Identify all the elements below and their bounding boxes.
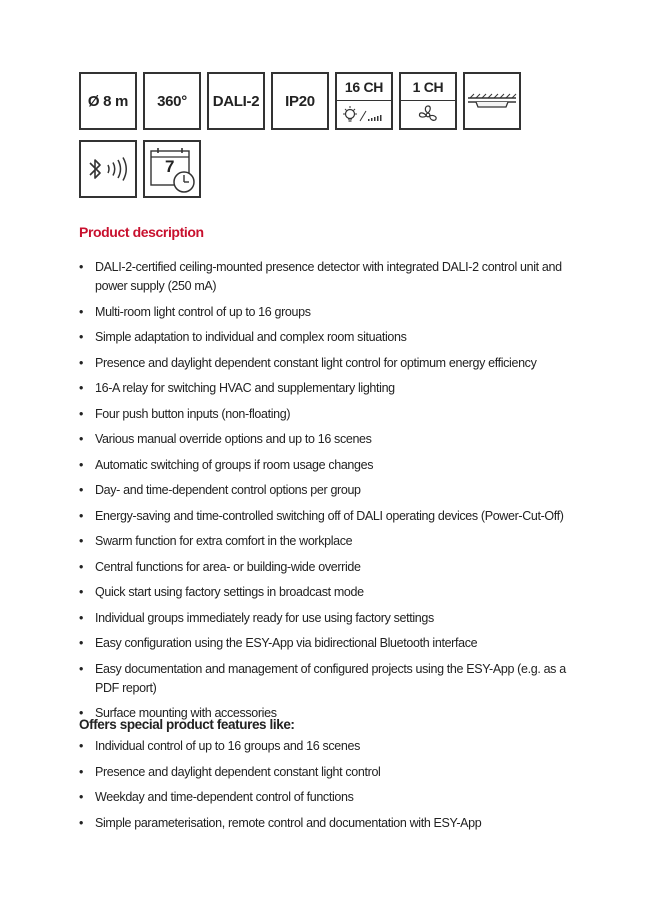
list-item: • Day- and time-dependent control options per group [79,481,589,500]
features-list [79,258,589,730]
range-8m-icon [79,72,137,130]
hvac-channels-label: 1 CH [401,74,455,101]
list-item: • Easy documentation and management of configured projects using the ESY-App (e.g. as a PDF report) [79,660,589,698]
lightbulb-dimmer-icon [340,101,388,128]
angle-360-icon [143,72,201,130]
range-label: Ø 8 m [87,92,129,110]
list-item: • Simple parameterisation, remote control and documentation with ESY-App [79,814,589,833]
ceiling-mount-icon [463,72,521,130]
list-item: • Surface mounting with accessories [79,704,589,723]
list-item: • Various manual override options and up to 16 scenes [79,430,589,449]
bluetooth-icon [79,140,137,198]
weekday-timer-icon [143,140,201,198]
fan-icon [414,101,442,128]
list-item: • Central functions for area- or building-wide override [79,558,589,577]
angle-label: 360° [157,92,187,110]
dali2-icon [207,72,265,130]
list-item: • Individual control of up to 16 groups and 16 scenes [79,737,589,756]
feature-icons-row-2 [79,140,201,198]
feature-icons-row-1 [79,72,521,130]
special-features-heading: Offers special product features like: [79,717,295,732]
hvac-1ch-icon [399,72,457,130]
list-item: • Presence and daylight dependent constant light control for optimum energy efficiency [79,354,589,373]
list-item: • Energy-saving and time-controlled switching off of DALI operating devices (Power-Cut-Off) [79,507,589,526]
ip-label: IP20 [285,92,315,110]
list-item: • Quick start using factory settings in broadcast mode [79,583,589,602]
list-item: • Four push button inputs (non-floating) [79,405,589,424]
list-item: • Presence and daylight dependent constant light control [79,763,589,782]
list-item: • Automatic switching of groups if room usage changes [79,456,589,475]
product-description-heading: Product description [79,224,204,240]
list-item: • Individual groups immediately ready for use using factory settings [79,609,589,628]
list-item: • Weekday and time-dependent control of functions [79,788,589,807]
light-16ch-icon [335,72,393,130]
special-features-list [79,737,589,839]
weekday-count-label: 7 [165,157,175,176]
list-item: • 16-A relay for switching HVAC and supplementary lighting [79,379,589,398]
list-item: • DALI-2-certified ceiling-mounted presence detector with integrated DALI-2 control unit and power supply (250 mA) [79,258,589,296]
light-channels-label: 16 CH [337,74,391,101]
list-item: • Swarm function for extra comfort in the workplace [79,532,589,551]
list-item: • Simple adaptation to individual and complex room situations [79,328,589,347]
ip20-icon [271,72,329,130]
list-item: • Easy configuration using the ESY-App via bidirectional Bluetooth interface [79,634,589,653]
list-item: • Multi-room light control of up to 16 groups [79,303,589,322]
dali-label: DALI-2 [212,92,260,110]
